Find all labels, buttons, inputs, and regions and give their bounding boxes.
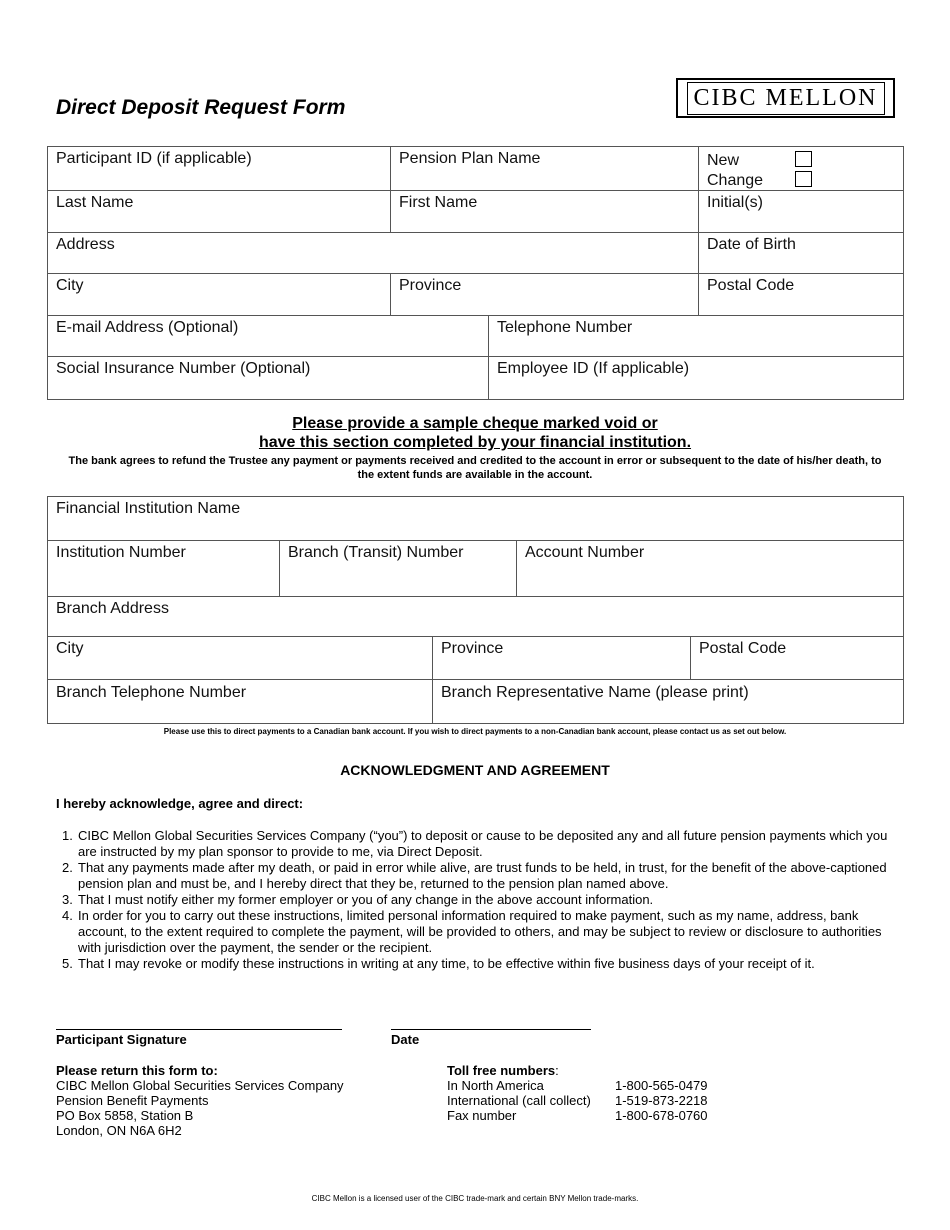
cheque-instruction-line2: have this section completed by your financial institution. (258, 434, 692, 451)
list-item: 4. In order for you to carry out these instructions, limited personal information required to make payment, such as my name, address, bank account, to the extent required to complete the payment, will be provided to others, and may be subject to review or disclosure to authorities with jurisdiction over the payment, the sender or the recipient. (62, 908, 882, 955)
list-item: 1. CIBC Mellon Global Securities Services Company (“you”) to deposit or cause to be deposited any and all future pension payments which you are instructed by my plan sponsor to provide to me, via Direct Deposit. (62, 828, 888, 859)
cheque-instruction-line1: Please provide a sample cheque marked void or (292, 415, 658, 432)
branch-representative-field[interactable]: Branch Representative Name (please print) (441, 684, 749, 701)
list-item: 3. That I must notify either my former employer or you of any change in the above account information. (62, 892, 654, 907)
signature-line[interactable] (56, 1029, 342, 1030)
list-item: 5. That I may revoke or modify these instructions in writing at any time, to be effective within five business days of your receipt of it. (62, 956, 815, 971)
province-field[interactable]: Province (399, 277, 462, 294)
participant-id-field[interactable]: Participant ID (if applicable) (56, 150, 252, 167)
first-name-field[interactable]: First Name (399, 194, 478, 211)
trademark-footer: CIBC Mellon is a licensed user of the CIBC trade-mark and certain BNY Mellon trade-marks. (311, 1194, 639, 1203)
toll-free-heading-wrap: Toll free numbers: (447, 1063, 559, 1078)
new-checkbox[interactable] (795, 151, 812, 167)
list-item: 2. That any payments made after my death, or paid in error while alive, are trust funds to be held, in trust, for the benefit of the above-captioned pension plan and must be, and I hereby direct that they be, returned to the pension plan named above. (62, 860, 887, 891)
sin-field[interactable]: Social Insurance Number (Optional) (56, 360, 311, 377)
page-title: Direct Deposit Request Form (56, 96, 346, 119)
address-field[interactable]: Address (56, 236, 115, 253)
institution-number-field[interactable]: Institution Number (56, 544, 186, 561)
return-address-block (56, 1063, 344, 1138)
toll-free-label: Fax number (447, 1108, 517, 1123)
return-line: Pension Benefit Payments (56, 1093, 209, 1108)
city-field[interactable]: City (56, 277, 84, 294)
email-field[interactable]: E-mail Address (Optional) (56, 319, 239, 336)
last-name-field[interactable]: Last Name (56, 194, 134, 211)
account-number-field[interactable]: Account Number (525, 544, 645, 561)
canadian-account-note: Please use this to direct payments to a Canadian bank account. If you wish to direct payments to a non-Canadian bank account, please contact us as set out below. (163, 727, 787, 736)
bank-city-field[interactable]: City (56, 640, 84, 657)
acknowledgment-intro: I hereby acknowledge, agree and direct: (56, 796, 304, 811)
return-line: CIBC Mellon Global Securities Services Company (56, 1078, 344, 1093)
acknowledgment-heading: ACKNOWLEDGMENT AND AGREEMENT (340, 762, 610, 778)
postal-code-field[interactable]: Postal Code (707, 277, 795, 294)
toll-free-number: 1-519-873-2218 (615, 1093, 708, 1108)
new-label: New (707, 152, 740, 169)
telephone-field[interactable]: Telephone Number (497, 319, 633, 336)
toll-free-label: International (call collect) (447, 1093, 591, 1108)
date-of-birth-field[interactable]: Date of Birth (707, 236, 796, 253)
institution-name-field[interactable]: Financial Institution Name (56, 500, 241, 517)
branch-telephone-field[interactable]: Branch Telephone Number (56, 684, 247, 701)
bank-province-field[interactable]: Province (441, 640, 504, 657)
acknowledgment-list (56, 828, 896, 972)
branch-address-field[interactable]: Branch Address (56, 600, 169, 617)
initials-field[interactable]: Initial(s) (707, 194, 764, 211)
toll-free-number: 1-800-565-0479 (615, 1078, 708, 1093)
toll-free-label: In North America (447, 1078, 544, 1093)
change-checkbox[interactable] (795, 171, 812, 187)
toll-free-heading: Toll free numbers (447, 1063, 556, 1078)
branch-transit-number-field[interactable]: Branch (Transit) Number (288, 544, 464, 561)
return-heading: Please return this form to: (56, 1063, 218, 1078)
date-line[interactable] (391, 1029, 591, 1030)
cibc-mellon-logo (676, 78, 895, 118)
toll-free-number: 1-800-678-0760 (615, 1108, 708, 1123)
return-line: London, ON N6A 6H2 (56, 1123, 182, 1138)
pension-plan-name-field[interactable]: Pension Plan Name (399, 150, 541, 167)
change-label: Change (707, 172, 764, 189)
bank-postal-code-field[interactable]: Postal Code (699, 640, 787, 657)
return-line: PO Box 5858, Station B (56, 1108, 194, 1123)
participant-signature-label: Participant Signature (56, 1032, 187, 1047)
bank-refund-note: The bank agrees to refund the Trustee any payment or payments received and credited to the account in error or subsequent to the date of his/her death, to the extent funds are available in the account. (68, 455, 882, 481)
logo-text: CIBC MELLON (690, 85, 882, 112)
employee-id-field[interactable]: Employee ID (If applicable) (497, 360, 690, 377)
date-label: Date (391, 1032, 420, 1047)
